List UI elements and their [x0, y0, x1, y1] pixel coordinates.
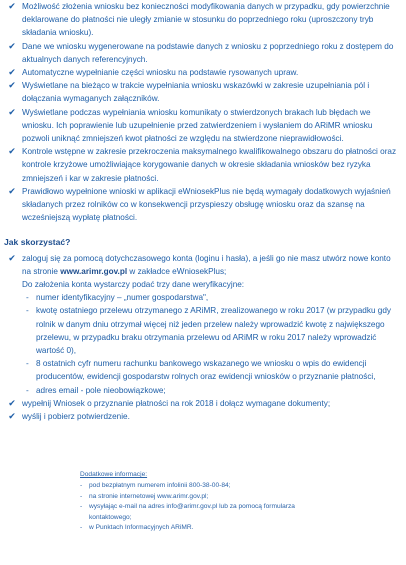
check-icon: ✔ [8, 80, 16, 91]
list-item [22, 357, 400, 383]
dash-icon: - [80, 524, 83, 532]
check-icon: ✔ [8, 252, 16, 263]
list-item [22, 291, 400, 304]
info-item: w Punktach Informacyjnych ARiMR. [89, 524, 194, 532]
dash-icon: - [80, 482, 83, 490]
check-icon: ✔ [8, 185, 16, 196]
check-icon: ✔ [8, 411, 16, 422]
list-item [80, 481, 320, 491]
verification-item: kwotę ostatniego przelewu otrzymanego z ARiMR, zrealizowanego w roku 2017 (w przypadku gdy rolnik w danym dniu otrzymał więcej niż jeden przelew należy wprowadzić kwotę z największego przelewu, w przypadku braku otrzymania przelewu od ARiMR w roku 2017 należy wprowadzić wartość 0), [36, 306, 391, 356]
info-item: pod bezpłatnym numerem infolinii 800-38-00-84; [89, 482, 231, 490]
list-item [22, 304, 400, 357]
benefit-text: Możliwość złożenia wniosku bez konieczności modyfikowania danych w przypadku, gdy powierzchnie deklarowane do płatności nie uległy zmianie w stosunku do poprzedniego roku (uproszczony tryb składania wniosku). [22, 2, 390, 38]
check-icon: ✔ [8, 40, 16, 51]
step3-text: wyślij i pobierz potwierdzenie. [22, 412, 130, 422]
check-icon: ✔ [8, 67, 16, 78]
list-item [4, 66, 400, 79]
steps-list [4, 252, 400, 424]
list-item [80, 523, 320, 533]
dash-icon: - [26, 293, 29, 303]
list-item [4, 0, 400, 40]
additional-info [80, 470, 320, 533]
list-item [4, 145, 400, 185]
benefits-list [4, 0, 400, 224]
section-heading: Jak skorzystać? [4, 237, 71, 248]
check-icon: ✔ [8, 397, 16, 408]
arimr-link[interactable]: www.arimr.gov.pl [60, 266, 128, 276]
check-icon: ✔ [8, 146, 16, 157]
dash-icon: - [26, 359, 29, 369]
benefit-text: Wyświetlane na bieżąco w trakcie wypełniania wniosku wskazówki w zakresie uzupełniania pól i dołączania wymaganych załączników. [22, 81, 370, 104]
list-item [22, 384, 400, 397]
step1-text: zaloguj się za pomocą dotychczasowego konta (loginu i hasła), a jeśli go nie masz utwórz nowe konto na stronie [22, 253, 391, 276]
dash-icon: - [26, 306, 29, 316]
list-item [4, 252, 400, 397]
dash-icon: - [26, 385, 29, 395]
info-title: Dodatkowe informacje: [80, 471, 148, 478]
list-item [4, 397, 400, 410]
dash-icon: - [80, 503, 83, 511]
list-item [80, 492, 320, 502]
list-item [4, 40, 400, 66]
step1-text-end: w zakładce eWniosekPlus; [127, 266, 227, 276]
verification-list [22, 291, 400, 397]
check-icon: ✔ [8, 1, 16, 11]
step2-text: wypełnij Wniosek o przyznanie płatności na rok 2018 i dołącz wymagane dokumenty; [22, 398, 331, 408]
verification-item: 8 ostatnich cyfr numeru rachunku bankowego wskazanego we wniosku o wpis do ewidencji producentów, ewidencji gospodarstw rolnych oraz ewidencji wniosków o przyznanie płatności, [36, 359, 376, 382]
info-list [80, 481, 320, 533]
info-item: na stronie internetowej www.arimr.gov.pl; [89, 492, 209, 500]
list-item [4, 410, 400, 423]
verification-item: numer identyfikacyjny – „numer gospodarstwa", [36, 293, 209, 303]
dash-icon: - [80, 492, 83, 500]
benefit-text: Kontrole wstępne w zakresie przekroczenia maksymalnego kwalifikowalnego obszaru do płatności oraz kontrole krzyżowe umożliwiające korygowanie danych w okresie składania wniosków bez ryzyka zmniejszeń i kar w zakresie płatności. [22, 147, 397, 183]
list-item [4, 106, 400, 146]
benefit-text: Prawidłowo wypełnione wnioski w aplikacji eWniosekPlus nie będą wymagały dodatkowych wyjaśnień składanych przez rolników co w konsekwencji przyspieszy obsługę wniosku oraz da szansę na wcześniejszą wypłatę płatności. [22, 186, 391, 223]
list-item [80, 502, 320, 523]
check-icon: ✔ [8, 106, 16, 117]
list-item [4, 79, 400, 105]
benefit-text: Automatyczne wypełnianie części wniosku na podstawie rysowanych upraw. [22, 68, 299, 78]
step1-subtext: Do założenia konta wystarczy podać trzy dane weryfikacyjne: [22, 280, 245, 290]
info-item: wysyłając e-mail na adres info@arimr.gov.pl lub za pomocą formularza kontaktowego; [89, 503, 295, 521]
benefit-text: Wyświetlane podczas wypełniania wniosku komunikaty o stwierdzonych brakach lub błędach we wniosku. Ich poprawienie lub uzupełnienie przed zatwierdzeniem i wysłaniem do ARiMR wniosku pozwoli uniknąć zmniejszeń kwot płatności ze względu na stwierdzone nieprawidłowości. [22, 107, 373, 144]
verification-item: adres email - pole nieobowiązkowe; [36, 385, 166, 395]
list-item [4, 185, 400, 225]
benefit-text: Dane we wniosku wygenerowane na podstawie danych z wniosku z poprzedniego roku z dostępem do aktualnych danych referencyjnych. [22, 41, 394, 64]
